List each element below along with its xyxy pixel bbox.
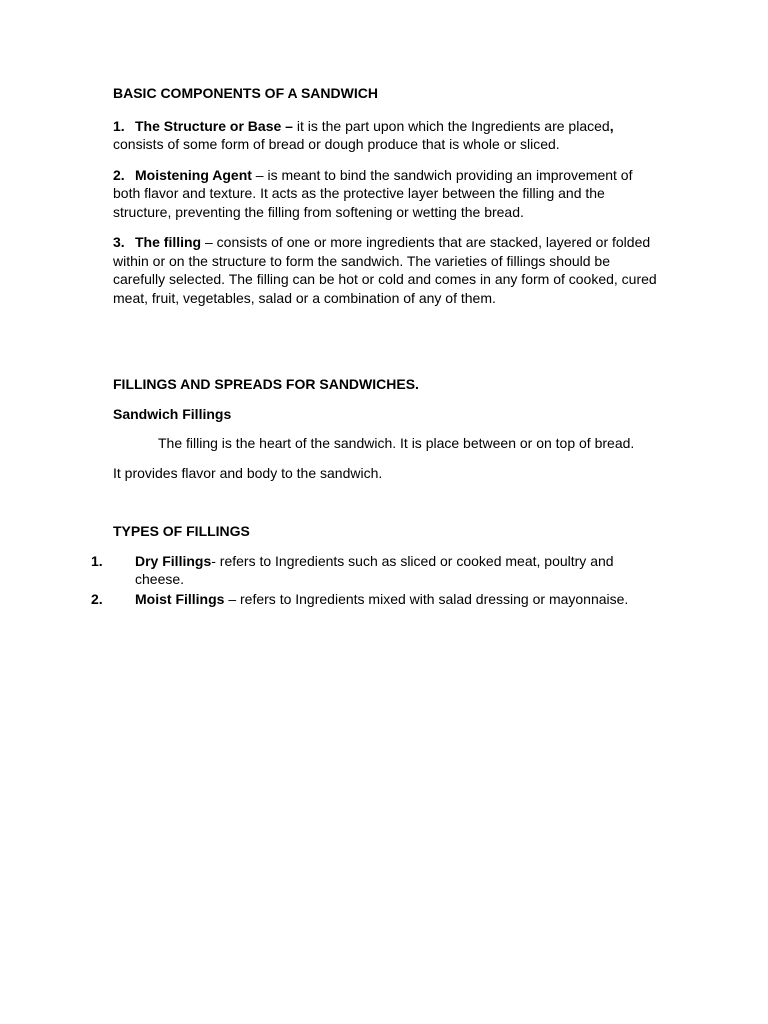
term-moist-fillings: Moist Fillings <box>135 590 225 607</box>
comma: , <box>609 117 614 134</box>
definition-text: it is the part upon which the Ingredients are placed <box>292 117 610 134</box>
list-number: 1. <box>113 117 125 134</box>
section-heading-fillings-spreads: FILLINGS AND SPREADS FOR SANDWICHES. <box>113 376 419 392</box>
term-filling: The filling <box>135 234 202 250</box>
definition-text: – consists of one or more ingredients that are stacked, layered or folded within or on the structure to form the sandwich. The varieties of fillings should be carefully selected. The filling can be hot or cold and comes in any form of cooked, cured meat, fruit, vegetables, salad or a combination of any of them. <box>113 234 657 306</box>
term-moistening-agent: Moistening Agent <box>135 166 252 183</box>
list-number: 1. <box>91 552 103 569</box>
list-number: 2. <box>113 166 125 183</box>
definition-text: – refers to Ingredients mixed with salad dressing or mayonnaise. <box>224 590 629 607</box>
list-number: 3. <box>113 234 125 250</box>
section-heading-types-of-fillings: TYPES OF FILLINGS <box>113 523 250 539</box>
list-item-moist-fillings <box>91 590 658 609</box>
term-dry-fillings: Dry Fillings <box>135 552 212 569</box>
definition-text: - refers to Ingredients such as sliced or cooked meat, poultry and cheese. <box>135 552 614 587</box>
subheading-sandwich-fillings: Sandwich Fillings <box>113 405 232 422</box>
document-page <box>91 84 658 608</box>
list-number: 2. <box>91 590 103 607</box>
list-item-dry-fillings <box>91 552 658 589</box>
list-item-filling <box>113 233 658 307</box>
indented-paragraph: The filling is the heart of the sandwich. It is place between or on top of bread. <box>158 435 635 451</box>
paragraph-flavor-body: It provides flavor and body to the sandwich. <box>113 464 383 481</box>
definition-text-cont: consists of some form of bread or dough produce that is whole or sliced. <box>113 136 560 152</box>
section-heading-basic-components: BASIC COMPONENTS OF A SANDWICH <box>113 85 378 101</box>
list-item-structure <box>113 117 658 154</box>
definition-text: – is meant to bind the sandwich providing an improvement of both flavor and texture. It acts as the protective layer between the filling and the structure, preventing the filling from softening or wetting the bread. <box>113 166 633 220</box>
term-structure: The Structure or Base – <box>135 117 293 134</box>
list-item-moistening-agent <box>113 166 658 222</box>
